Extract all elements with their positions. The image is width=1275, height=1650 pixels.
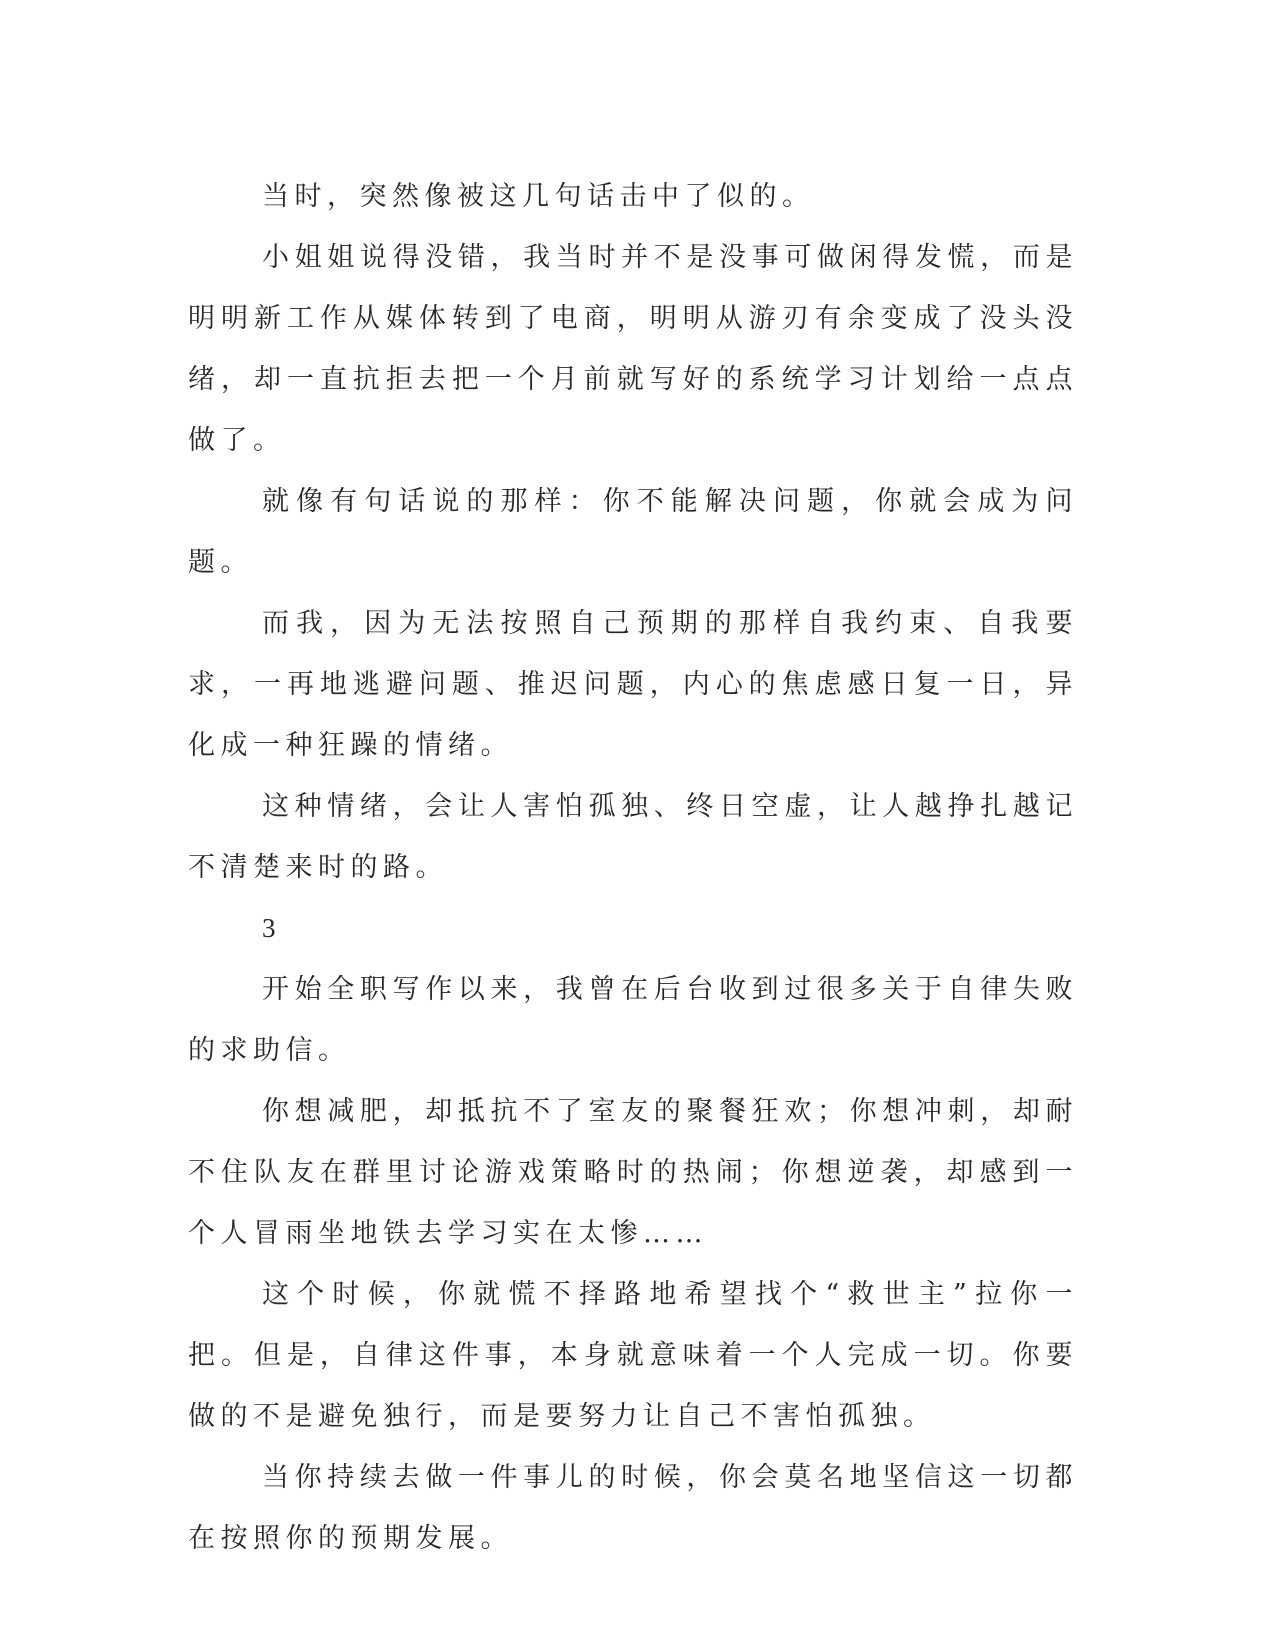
paragraph: 你想减肥，却抵抗不了室友的聚餐狂欢；你想冲刺，却耐不住队友在群里讨论游戏策略时的热闹；你想逆袭，却感到一个人冒雨坐地铁去学习实在太惨…… <box>188 1096 1078 1249</box>
paragraph: 而我，因为无法按照自己预期的那样自我约束、自我要求，一再地逃避问题、推迟问题，内心的焦虑感日复一日，异化成一种狂躁的情绪。 <box>188 608 1078 761</box>
paragraph: 当你持续去做一件事儿的时候，你会莫名地坚信这一切都在按照你的预期发展。 <box>188 1462 1078 1554</box>
paragraph: 这种情绪，会让人害怕孤独、终日空虚，让人越挣扎越记不清楚来时的路。 <box>188 791 1078 883</box>
paragraph: 就像有句话说的那样：你不能解决问题，你就会成为问题。 <box>188 486 1078 578</box>
section-number: 3 <box>262 913 281 943</box>
paragraph: 这个时候，你就慌不择路地希望找个“救世主”拉你一把。但是，自律这件事，本身就意味着一个人完成一切。你要做的不是避免独行，而是要努力让自己不害怕孤独。 <box>188 1279 1078 1432</box>
paragraph: 开始全职写作以来，我曾在后台收到过很多关于自律失败的求助信。 <box>188 974 1078 1066</box>
paragraph: 当时，突然像被这几句话击中了似的。 <box>262 181 815 212</box>
paragraph: 小姐姐说得没错，我当时并不是没事可做闲得发慌，而是明明新工作从媒体转到了电商，明明从游刃有余变成了没头没绪，却一直抗拒去把一个月前就写好的系统学习计划给一点点做了。 <box>188 242 1078 456</box>
document-body <box>188 166 1078 1569</box>
